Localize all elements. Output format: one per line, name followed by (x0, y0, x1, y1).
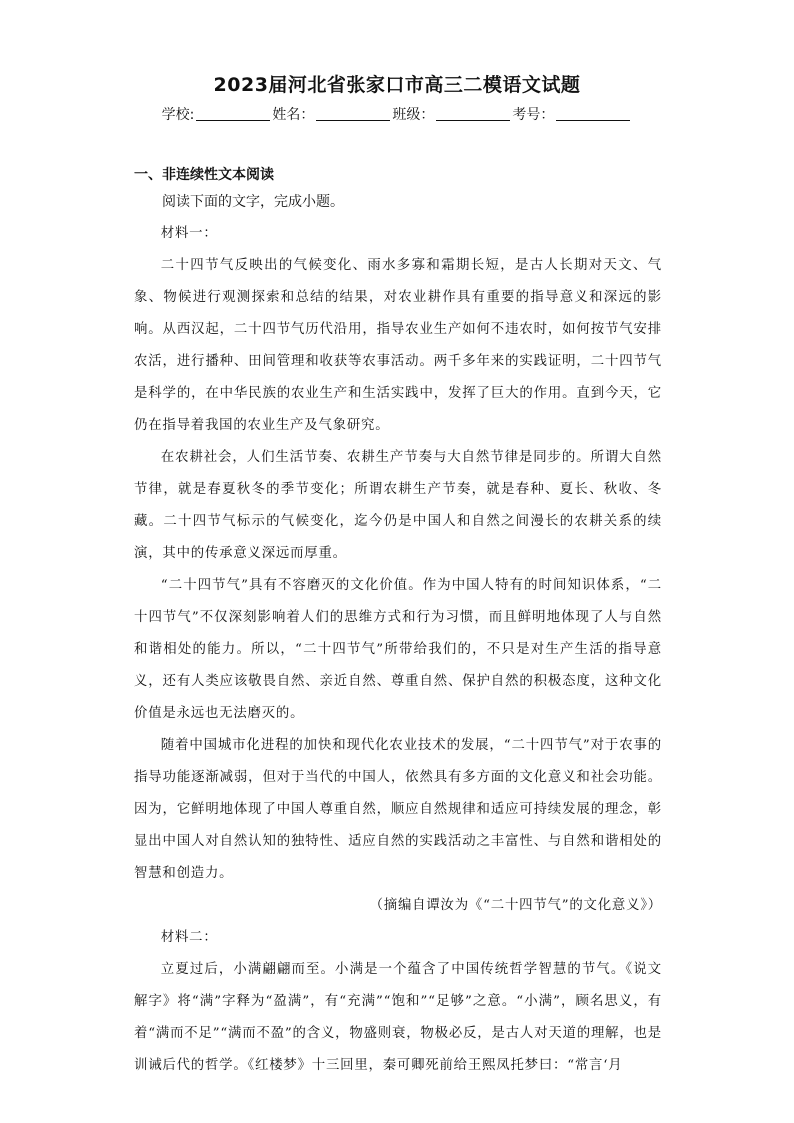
material-one-paragraph: “二十四节气”具有不容磨灭的文化价值。作为中国人特有的时间知识体系，“二十四节气”不仅深刻影响着人们的思维方式和行为习惯，而且鲜明地体现了人与自然和谐相处的能力。所以，“二十四节气”所带给我们的，不只是对生产生活的指导意义，还有人类应该敬畏自然、亲近自然、尊重自然、保护自然的积极态度，这种文化价值是永远也无法磨灭的。 (134, 578, 662, 721)
name-field[interactable] (272, 104, 392, 124)
class-label: 班级： (392, 107, 435, 123)
exam-title: 2023届河北省张家口市高三二模语文试题 (213, 74, 581, 96)
material-one-label: 材料一： (160, 226, 218, 241)
school-label: 学校: (161, 107, 195, 123)
material-one-paragraph: 在农耕社会，人们生活节奏、农耕生产节奏与大自然节律是同步的。所谓大自然节律，就是春夏秋冬的季节变化；所谓农耕生产节奏，就是春种、夏长、秋收、冬藏。二十四节气标示的气候变化，迄今仍是中国人和自然之间漫长的农耕关系的续演，其中的传承意义深远而厚重。 (134, 450, 662, 561)
exam-number-blank[interactable] (556, 106, 630, 121)
exam-number-field[interactable] (512, 104, 632, 124)
material-one-paragraph: 随着中国城市化进程的加快和现代化农业技术的发展，“二十四节气”对于农事的指导功能逐渐减弱，但对于当代的中国人，依然具有多方面的文化意义和社会功能。因为，它鲜明地体现了中国人尊重自然，顺应自然规律和适应可持续发展的理念，彰显出中国人对自然认知的独特性、适应自然的实践活动之丰富性、与自然和谐相处的智慧和创造力。 (134, 738, 662, 881)
exam-number-label: 考号： (512, 107, 555, 123)
class-blank[interactable] (436, 106, 510, 121)
material-one-paragraph: 二十四节气反映出的气候变化、雨水多寡和霜期长短，是古人长期对天文、气象、物候进行观测探索和总结的结果，对农业耕作具有重要的指导意义和深远的影响。从西汉起，二十四节气历代沿用，指导农业生产如何不违农时，如何按节气安排农活，进行播种、田间管理和收获等农事活动。两千多年来的实践证明，二十四节气是科学的，在中华民族的农业生产和生活实践中，发挥了巨大的作用。直到今天，它仍在指导着我国的农业生产及气象研究。 (134, 258, 662, 433)
name-blank[interactable] (316, 106, 390, 121)
material-one-source: （摘编自谭汝为《“二十四节气”的文化意义》） (369, 898, 662, 913)
school-field[interactable] (162, 104, 273, 124)
material-two-label: 材料二： (160, 930, 218, 945)
student-info-line (0, 104, 794, 124)
school-blank[interactable] (196, 106, 270, 121)
material-two-paragraph: 立夏过后，小满翩翩而至。小满是一个蕴含了中国传统哲学智慧的节气。《说文解字》将“满”字释为“盈满”，有“充满”“饱和”“足够”之意。“小满”，顾名思义，有着“满而不足”“满而不盈”的含义，物盛则衰，物极必反，是古人对天道的理解，也是训诫后代的哲学。《红楼梦》十三回里，秦可卿死前给王熙凤托梦曰：“常言‘月 (134, 962, 662, 1073)
section-instruction: 阅读下面的文字，完成小题。 (162, 194, 344, 210)
reading-passage (134, 218, 662, 1082)
section-heading: 一、非连续性文本阅读 (134, 167, 274, 183)
class-field[interactable] (392, 104, 512, 124)
name-label: 姓名： (272, 107, 315, 123)
